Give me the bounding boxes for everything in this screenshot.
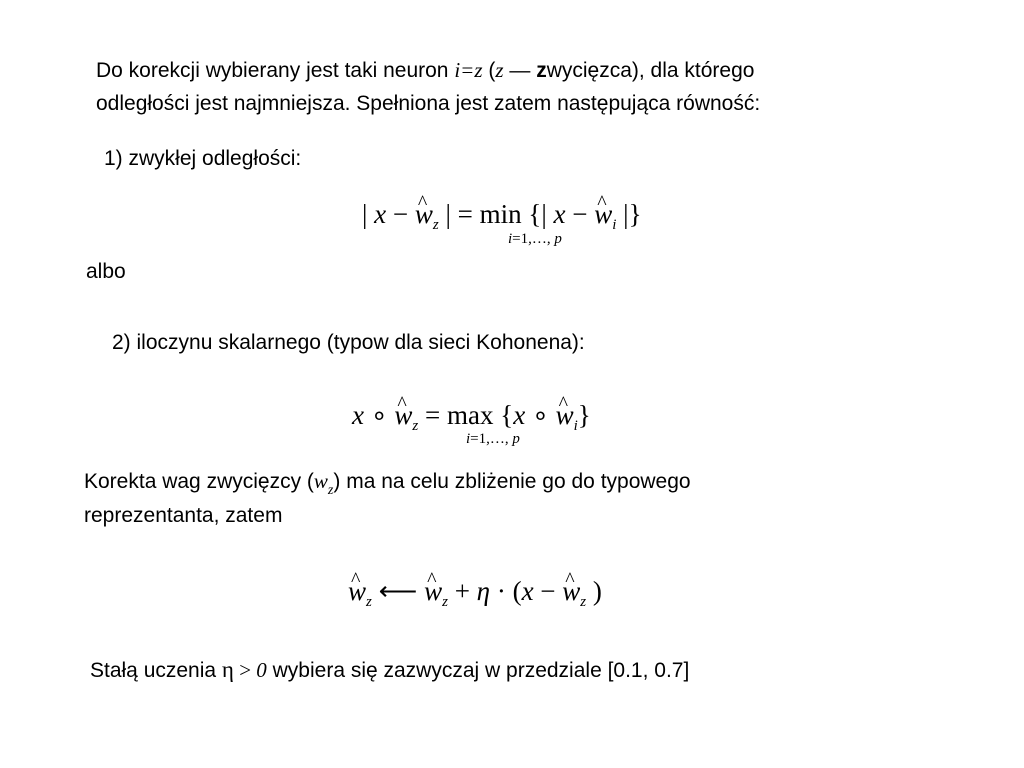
eq3-x: x — [521, 576, 534, 606]
eq2-range-i: i — [466, 431, 471, 447]
eq1-brace-close: |} — [616, 199, 642, 229]
eq2-brace-close: } — [577, 400, 591, 430]
intro-math-z: z — [495, 58, 504, 82]
equation-weight-update — [348, 576, 602, 617]
eq1-range-p: p — [554, 231, 562, 247]
eq1-x-rhs: x — [553, 199, 566, 229]
last-zero: 0 — [256, 658, 267, 682]
eq3-eta: η — [476, 576, 491, 606]
eq2-w-hat: ^ w — [394, 400, 412, 430]
eq3-w-hat-2: ^ w — [424, 576, 442, 606]
para-text: ) ma na celu zbliżenie go do typowego — [333, 470, 691, 493]
eq3-dot-paren: · ( — [490, 576, 522, 606]
para-math-sub-z: z — [327, 483, 334, 498]
eq1-sub-i: i — [612, 217, 617, 233]
para-line-2: reprezentanta, zatem — [84, 504, 283, 527]
eq1-bar-close-equals: | = — [438, 199, 480, 229]
intro-dash: — — [503, 59, 537, 82]
item-2-label: 2) iloczynu skalarnego (typow dla sieci Kohonena): — [112, 331, 585, 354]
eq1-brace-open: {| — [521, 199, 554, 229]
eq1-min-operator: min — [479, 199, 522, 229]
intro-text: wycięzca), dla którego — [546, 59, 755, 82]
eq2-range — [466, 431, 520, 448]
eq2-max-operator: max — [446, 400, 494, 430]
intro-line-1 — [96, 54, 754, 87]
intro-math-i-eq-z: i=z — [454, 58, 483, 82]
eq2-x: x — [352, 400, 364, 430]
intro-bold-z: z — [536, 59, 547, 82]
eq2-x-rhs: x — [513, 400, 526, 430]
eq2-circ-rhs: ∘ — [525, 400, 556, 430]
item-1-label: 1) zwykłej odległości: — [104, 147, 302, 170]
eq2-circ: ∘ — [363, 400, 395, 430]
eq1-w-hat: ^ w — [415, 199, 433, 229]
eq1-x: x — [374, 199, 387, 229]
albo-text: albo — [86, 260, 126, 283]
last-text: Stałą uczenia — [90, 659, 222, 682]
equation-min-distance — [362, 199, 642, 240]
eq3-w-hat: ^ w — [348, 576, 366, 606]
eq1-range — [508, 231, 562, 248]
eq3-sub-z-3: z — [580, 594, 587, 610]
eq1-range-rest: =1,…, — [512, 231, 555, 247]
eq1-minus: − — [386, 199, 415, 229]
para-text: Korekta wag zwycięzcy ( — [84, 470, 314, 493]
eq3-w-hat-3: ^ w — [562, 576, 580, 606]
eq2-range-rest: =1,…, — [470, 431, 513, 447]
para-math-w: w — [313, 469, 328, 493]
eq1-bar-open: | — [362, 199, 375, 229]
learning-rate-line — [90, 653, 689, 687]
eq3-minus: − — [533, 576, 563, 606]
eq2-brace-open: { — [493, 400, 514, 430]
eq1-minus-rhs: − — [565, 199, 595, 229]
eq2-equals: = — [418, 400, 447, 430]
eq2-sub-i: i — [573, 418, 578, 434]
eq3-arrow: ⟵ — [371, 576, 425, 606]
eq1-w-hat-rhs: ^ w — [594, 199, 612, 229]
eq2-range-p: p — [512, 431, 520, 447]
last-text: wybiera się zazwyczaj w przedziale [0.1, 0.7] — [266, 659, 690, 682]
eq3-plus: + — [447, 576, 477, 606]
eq3-paren-close: ) — [586, 576, 602, 606]
last-gt: > — [233, 658, 257, 682]
eq2-w-hat-rhs: ^ w — [556, 400, 574, 430]
intro-line-2: odległości jest najmniejsza. Spełniona jest zatem następująca równość: — [96, 92, 761, 115]
eq1-range-i: i — [508, 231, 513, 247]
last-eta: η — [221, 657, 234, 682]
eq3-sub-z-2: z — [442, 594, 448, 610]
eq2-sub-z: z — [412, 418, 419, 434]
intro-text: Do korekcji wybierany jest taki neuron — [96, 59, 455, 82]
eq3-sub-z: z — [366, 594, 372, 610]
eq1-sub-z: z — [432, 217, 439, 233]
intro-text: ( — [482, 59, 496, 82]
